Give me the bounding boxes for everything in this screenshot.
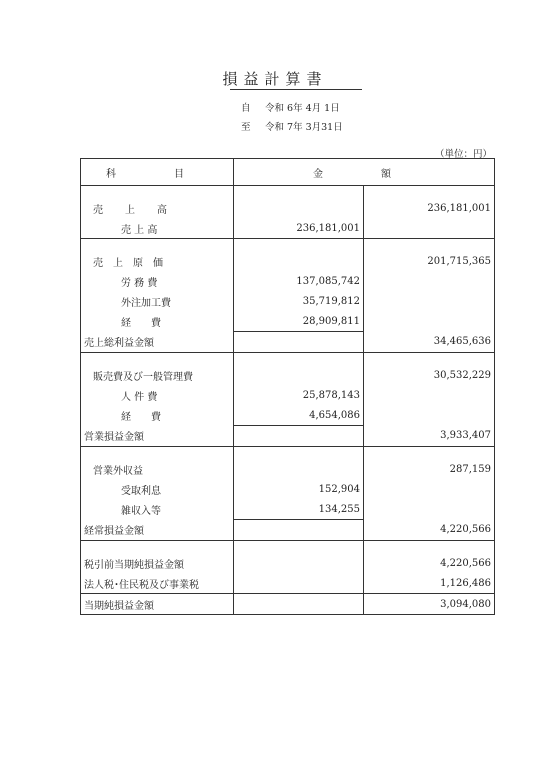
row-personnel [81, 385, 495, 405]
row-sga-expenses-label: 経 費 [81, 405, 234, 426]
row-sales-sub [81, 218, 495, 239]
row-net-income-amount: 3,094,080 [364, 594, 495, 615]
period-from [241, 100, 340, 114]
row-labor-amount: 137,085,742 [234, 271, 364, 291]
row-pretax [81, 553, 495, 573]
period-from-label: 自 [241, 103, 251, 114]
row-taxes-amount: 1,126,486 [364, 573, 495, 594]
row-interest [81, 479, 495, 499]
row-sales [81, 198, 495, 218]
row-pretax-label: 税引前当期純損益金額 [81, 553, 234, 573]
row-outsourcing-label: 外注加工費 [81, 291, 234, 311]
row-misc-income [81, 499, 495, 520]
row-sga-expenses-amount: 4,654,086 [234, 405, 364, 426]
row-ordinary-profit [81, 520, 495, 541]
row-sga [81, 365, 495, 385]
row-sales-amount: 236,181,001 [427, 202, 491, 214]
title-underline [230, 89, 362, 90]
income-statement-table [80, 158, 495, 615]
row-operating-profit [81, 426, 495, 447]
row-taxes-label: 法人税･住民税及び事業税 [81, 573, 234, 594]
row-net-income [81, 594, 495, 615]
row-gross-profit-amount: 34,465,636 [364, 332, 495, 353]
row-ordinary-profit-label: 経常損益金額 [81, 520, 234, 541]
row-misc-income-label: 雑収入等 [81, 499, 234, 520]
header-row [81, 159, 495, 186]
row-sales-sub-label: 売 上 高 [81, 218, 234, 239]
row-labor [81, 271, 495, 291]
document-title: 損益計算書 [222, 70, 328, 88]
unit-label: （単位：円） [434, 149, 492, 160]
row-personnel-amount: 25,878,143 [234, 385, 364, 405]
row-non-op-income [81, 459, 495, 479]
row-taxes [81, 573, 495, 594]
row-cogs-label: 売 上 原 価 [81, 251, 234, 271]
row-sga-label: 販売費及び一般管理費 [81, 365, 234, 385]
row-interest-label: 受取利息 [81, 479, 234, 499]
row-non-op-income-amount: 287,159 [449, 463, 491, 475]
row-gross-profit [81, 332, 495, 353]
header-item: 科 目 [81, 159, 234, 186]
row-sales-label: 売 上 高 [93, 204, 173, 216]
row-ordinary-profit-amount: 4,220,566 [364, 520, 495, 541]
row-sga-expenses [81, 405, 495, 426]
row-pretax-amount: 4,220,566 [440, 557, 491, 569]
row-interest-amount: 152,904 [234, 479, 364, 499]
period-to-date: 令和 7年 3月31日 [265, 122, 343, 133]
period-to-label: 至 [241, 122, 251, 133]
row-cogs [81, 251, 495, 271]
period-to [241, 119, 343, 133]
row-gross-profit-label: 売上総利益金額 [81, 332, 234, 353]
row-cogs-amount: 201,715,365 [427, 255, 491, 267]
row-misc-income-amount: 134,255 [234, 499, 364, 520]
row-non-op-income-label: 営業外収益 [81, 459, 234, 479]
row-net-income-label: 当期純損益金額 [81, 594, 234, 615]
row-operating-profit-amount: 3,933,407 [364, 426, 495, 447]
row-labor-label: 労 務 費 [81, 271, 234, 291]
period-from-date: 令和 6年 4月 1日 [265, 103, 340, 114]
row-sales-sub-amount: 236,181,001 [234, 218, 364, 239]
row-operating-profit-label: 営業損益金額 [81, 426, 234, 447]
row-cogs-expenses-label: 経 費 [81, 311, 234, 332]
row-cogs-expenses [81, 311, 495, 332]
row-personnel-label: 人 件 費 [81, 385, 234, 405]
header-amount: 金 額 [234, 159, 495, 186]
row-outsourcing-amount: 35,719,812 [234, 291, 364, 311]
row-sga-amount: 30,532,229 [433, 369, 491, 381]
row-outsourcing [81, 291, 495, 311]
row-cogs-expenses-amount: 28,909,811 [234, 311, 364, 332]
